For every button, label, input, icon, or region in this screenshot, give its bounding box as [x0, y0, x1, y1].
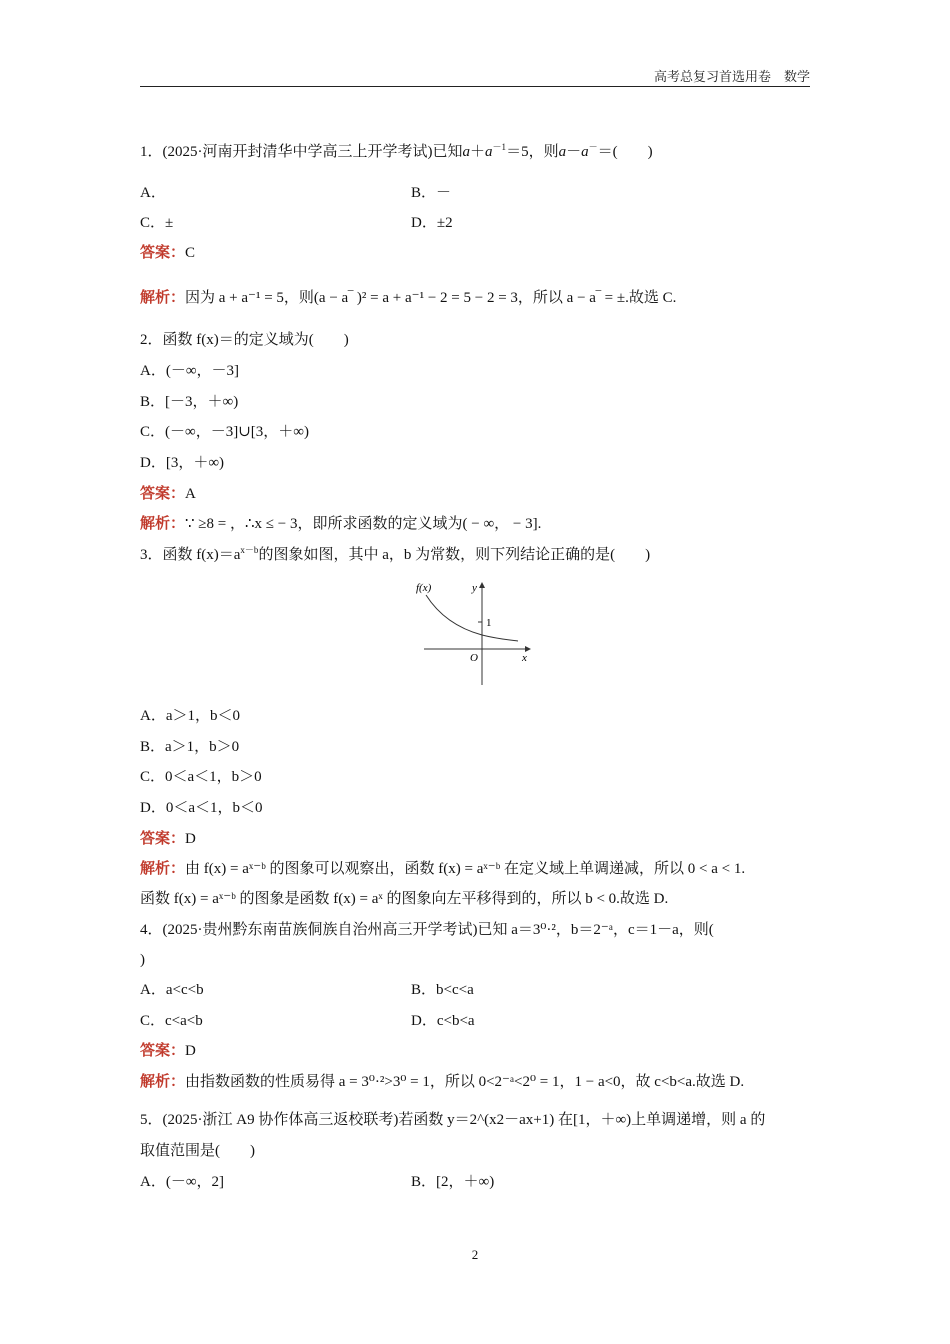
q2-stem: [140, 330, 349, 350]
q1-stem: [140, 142, 653, 162]
q1-option-b: B．－: [411, 185, 452, 201]
q1-source: (2025·河南开封清华中学高三上开学考试): [162, 144, 433, 160]
answer-value: D: [185, 831, 196, 847]
q1-option-c: C．±: [140, 215, 174, 231]
analysis-text: ∵ ≥8 = ，∴x ≤ − 3，即所求函数的定义域为( − ∞， − 3].: [185, 516, 542, 532]
q1-number: 1．: [140, 144, 163, 160]
analysis-label: 解析：: [140, 861, 186, 877]
q4-option-b: B．b<c<a: [411, 982, 474, 998]
q3-stem: [140, 545, 650, 565]
q1-stem-text: ＝( ): [597, 144, 653, 160]
analysis-label: 解析：: [140, 516, 186, 532]
answer-label: 答案：: [140, 1043, 186, 1059]
f-label: f(x): [416, 582, 432, 594]
q4-number: 4．: [140, 922, 163, 938]
y-label: y: [472, 582, 477, 594]
answer-value: A: [185, 486, 196, 502]
q3-analysis-cont: 函数 f(x) = aˣ⁻ᵇ 的图象是函数 f(x) = aˣ 的图象向左平移得到的，所以 b < 0.故选 D.: [140, 891, 669, 907]
q3-function-graph: [410, 577, 540, 689]
q1-option-d: D．±2: [411, 215, 453, 231]
q2-option-b: B．[－3，＋∞): [140, 394, 239, 410]
q3-option-d: D．0＜a＜1，b＜0: [140, 800, 263, 816]
q1-analysis: [140, 288, 676, 308]
x-label: x: [522, 652, 527, 664]
analysis-text: 由 f(x) = aˣ⁻ᵇ 的图象可以观察出，函数 f(x) = aˣ⁻ᵇ 在定义域上单调递减，所以 0 < a < 1.: [185, 861, 746, 877]
page-header: 高考总复习首选用卷 数学: [653, 69, 810, 84]
q5-number: 5．: [140, 1112, 163, 1128]
page-number: 2: [471, 1247, 479, 1262]
q3-exponent: x－b: [240, 545, 259, 555]
q4-analysis: [140, 1072, 744, 1092]
q5-option-b: B．[2，＋∞): [411, 1174, 495, 1190]
q3-answer: [140, 829, 196, 849]
q1-exponent: －: [588, 142, 598, 152]
q3-analysis: [140, 859, 745, 879]
analysis-label: 解析：: [140, 1074, 186, 1090]
q4-option-c: C．c<a<b: [140, 1013, 203, 1029]
q2-stem-text: 函数 f(x)＝的定义域为( ): [162, 332, 349, 348]
q3-stem-text: 函数 f(x)＝a: [162, 547, 241, 563]
q4-stem-cont: ): [140, 952, 145, 968]
q2-option-d: D．[3，＋∞): [140, 455, 225, 471]
answer-value: D: [185, 1043, 196, 1059]
q4-option-d: D．c<b<a: [411, 1013, 475, 1029]
answer-label: 答案：: [140, 245, 186, 261]
q1-var: a: [462, 144, 471, 160]
analysis-text: 由指数函数的性质易得 a = 3⁰·²>3⁰ = 1，所以 0<2⁻ᵃ<2⁰ = 1，1 − a<0，故 c<b<a.故选 D.: [185, 1074, 745, 1090]
q1-op: －: [566, 144, 582, 160]
q3-number: 3．: [140, 547, 163, 563]
q3-option-b: B．a＞1，b＞0: [140, 739, 240, 755]
analysis-text: 因为 a + a⁻¹ = 5，则(a − a‾ )² = a + a⁻¹ − 2 = 5 − 2 = 3，所以 a − a‾ = ±.故选 C.: [185, 290, 677, 306]
answer-label: 答案：: [140, 486, 186, 502]
answer-label: 答案：: [140, 831, 186, 847]
q1-stem-text: ＝5，则: [506, 144, 559, 160]
q5-source: (2025·浙江 A9 协作体高三返校联考): [162, 1112, 399, 1128]
q1-op: ＋: [470, 144, 486, 160]
q1-answer: [140, 243, 195, 263]
q1-var: a: [581, 144, 589, 160]
exp-curve: [426, 595, 518, 641]
q5-stem-text: 若函数 y＝2^(x2－ax+1) 在[1，＋∞)上单调递增，则 a 的: [398, 1112, 766, 1128]
origin-label: O: [470, 652, 478, 664]
one-label: 1: [486, 617, 492, 629]
q1-stem-text: 已知: [432, 144, 463, 160]
q1-exponent: －1: [492, 142, 507, 152]
q5-option-a: A．(－∞，2]: [140, 1174, 225, 1190]
q5-stem-cont: 取值范围是( ): [140, 1143, 255, 1159]
q3-stem-text: 的图象如图，其中 a，b 为常数，则下列结论正确的是( ): [258, 547, 651, 563]
q3-option-c: C．0＜a＜1，b＞0: [140, 769, 262, 785]
q4-stem-text: 已知 a＝3⁰·²，b＝2⁻ᵃ，c＝1－a，则(: [477, 922, 714, 938]
q1-option-a: A．: [140, 185, 166, 201]
q5-stem: [140, 1110, 765, 1130]
q2-analysis: [140, 514, 541, 534]
q1-var: a: [485, 144, 493, 160]
q2-option-a: A．(－∞，－3]: [140, 363, 240, 379]
q4-source: (2025·贵州黔东南苗族侗族自治州高三开学考试): [162, 922, 478, 938]
header-divider: [140, 86, 810, 87]
q2-option-c: C．(－∞，－3]∪[3，＋∞): [140, 424, 309, 440]
analysis-label: 解析：: [140, 290, 186, 306]
q2-number: 2．: [140, 332, 163, 348]
answer-value: C: [185, 245, 196, 261]
q3-option-a: A．a＞1，b＜0: [140, 708, 240, 724]
q4-answer: [140, 1041, 196, 1061]
q4-option-a: A．a<c<b: [140, 982, 204, 998]
q1-var: a: [558, 144, 567, 160]
q2-answer: [140, 484, 196, 504]
q4-stem: [140, 920, 714, 940]
